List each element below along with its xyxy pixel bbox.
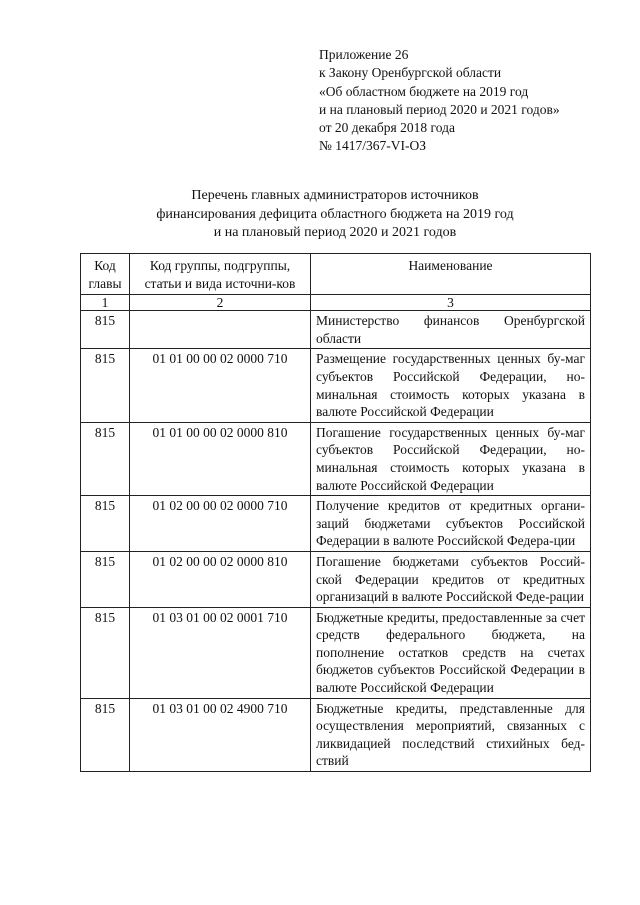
name-cell: Бюджетные кредиты, предоставленные за счет средств федерального бюджета, на пополнение остатков средств на счетах бюджетов субъектов Российской Федерации в валюте Российской Федерации	[311, 607, 591, 698]
source-code-cell: 01 01 00 00 02 0000 810	[130, 422, 311, 495]
appendix-line: к Закону Оренбургской области	[319, 65, 502, 81]
appendix-line: от 20 декабря 2018 года	[319, 120, 455, 136]
chapter-code-cell: 815	[81, 496, 130, 552]
title-line: и на плановый период 2020 и 2021 годов	[213, 225, 457, 240]
header-name: Наименование	[311, 254, 591, 295]
table-row	[81, 551, 591, 607]
table-row	[81, 311, 591, 349]
source-code-cell: 01 02 00 00 02 0000 810	[130, 551, 311, 607]
chapter-code-cell: 815	[81, 698, 130, 771]
chapter-code-cell: 815	[81, 422, 130, 495]
source-code-cell: 01 03 01 00 02 4900 710	[130, 698, 311, 771]
chapter-code-cell: 815	[81, 311, 130, 349]
appendix-line: Приложение 26	[319, 47, 409, 62]
column-number-row	[81, 295, 591, 311]
name-cell: Размещение государственных ценных бу-маг субъектов Российской Федерации, но-минальная стоимость которых указана в валюте Российской Федерации	[311, 349, 591, 422]
source-code-cell: 01 01 00 00 02 0000 710	[130, 349, 311, 422]
table-row	[81, 496, 591, 552]
table-row	[81, 607, 591, 698]
appendix-line: № 1417/367-VI-ОЗ	[319, 138, 427, 154]
document-title	[80, 187, 590, 243]
name-cell: Погашение государственных ценных бу-маг субъектов Российской Федерации, но-минальная стоимость которых указана в валюте Российской Федерации	[311, 422, 591, 495]
table-row	[81, 698, 591, 771]
chapter-code-cell: 815	[81, 551, 130, 607]
header-source-code: Код группы, подгруппы, статьи и вида источни-ков	[130, 254, 311, 295]
source-code-cell	[130, 311, 311, 349]
chapter-code-cell: 815	[81, 607, 130, 698]
appendix-header	[319, 46, 560, 156]
table-header-row	[81, 254, 591, 295]
title-line: Перечень главных администраторов источников	[191, 188, 479, 203]
name-cell: Бюджетные кредиты, представленные для осуществления мероприятий, связанных с ликвидацией последствий стихийных бед-ствий	[311, 698, 591, 771]
name-cell: Получение кредитов от кредитных органи-заций бюджетами субъектов Российской Федерации в валюте Российской Федера-ции	[311, 496, 591, 552]
title-line: финансирования дефицита областного бюджета на 2019 год	[156, 206, 514, 222]
source-code-cell: 01 02 00 00 02 0000 710	[130, 496, 311, 552]
column-number: 2	[130, 295, 311, 311]
table-row	[81, 422, 591, 495]
chapter-code-cell: 815	[81, 349, 130, 422]
table-row	[81, 349, 591, 422]
name-cell: Министерство финансов Оренбургской области	[311, 311, 591, 349]
column-number: 1	[81, 295, 130, 311]
source-code-cell: 01 03 01 00 02 0001 710	[130, 607, 311, 698]
appendix-line: и на плановый период 2020 и 2021 годов»	[319, 101, 560, 117]
appendix-line: «Об областном бюджете на 2019 год	[319, 83, 529, 99]
column-number: 3	[311, 295, 591, 311]
administrators-table	[80, 253, 591, 772]
header-chapter-code: Код главы	[81, 254, 130, 295]
name-cell: Погашение бюджетами субъектов Россий-ской Федерации кредитов от кредитных организаций в валюте Российской Феде-рации	[311, 551, 591, 607]
